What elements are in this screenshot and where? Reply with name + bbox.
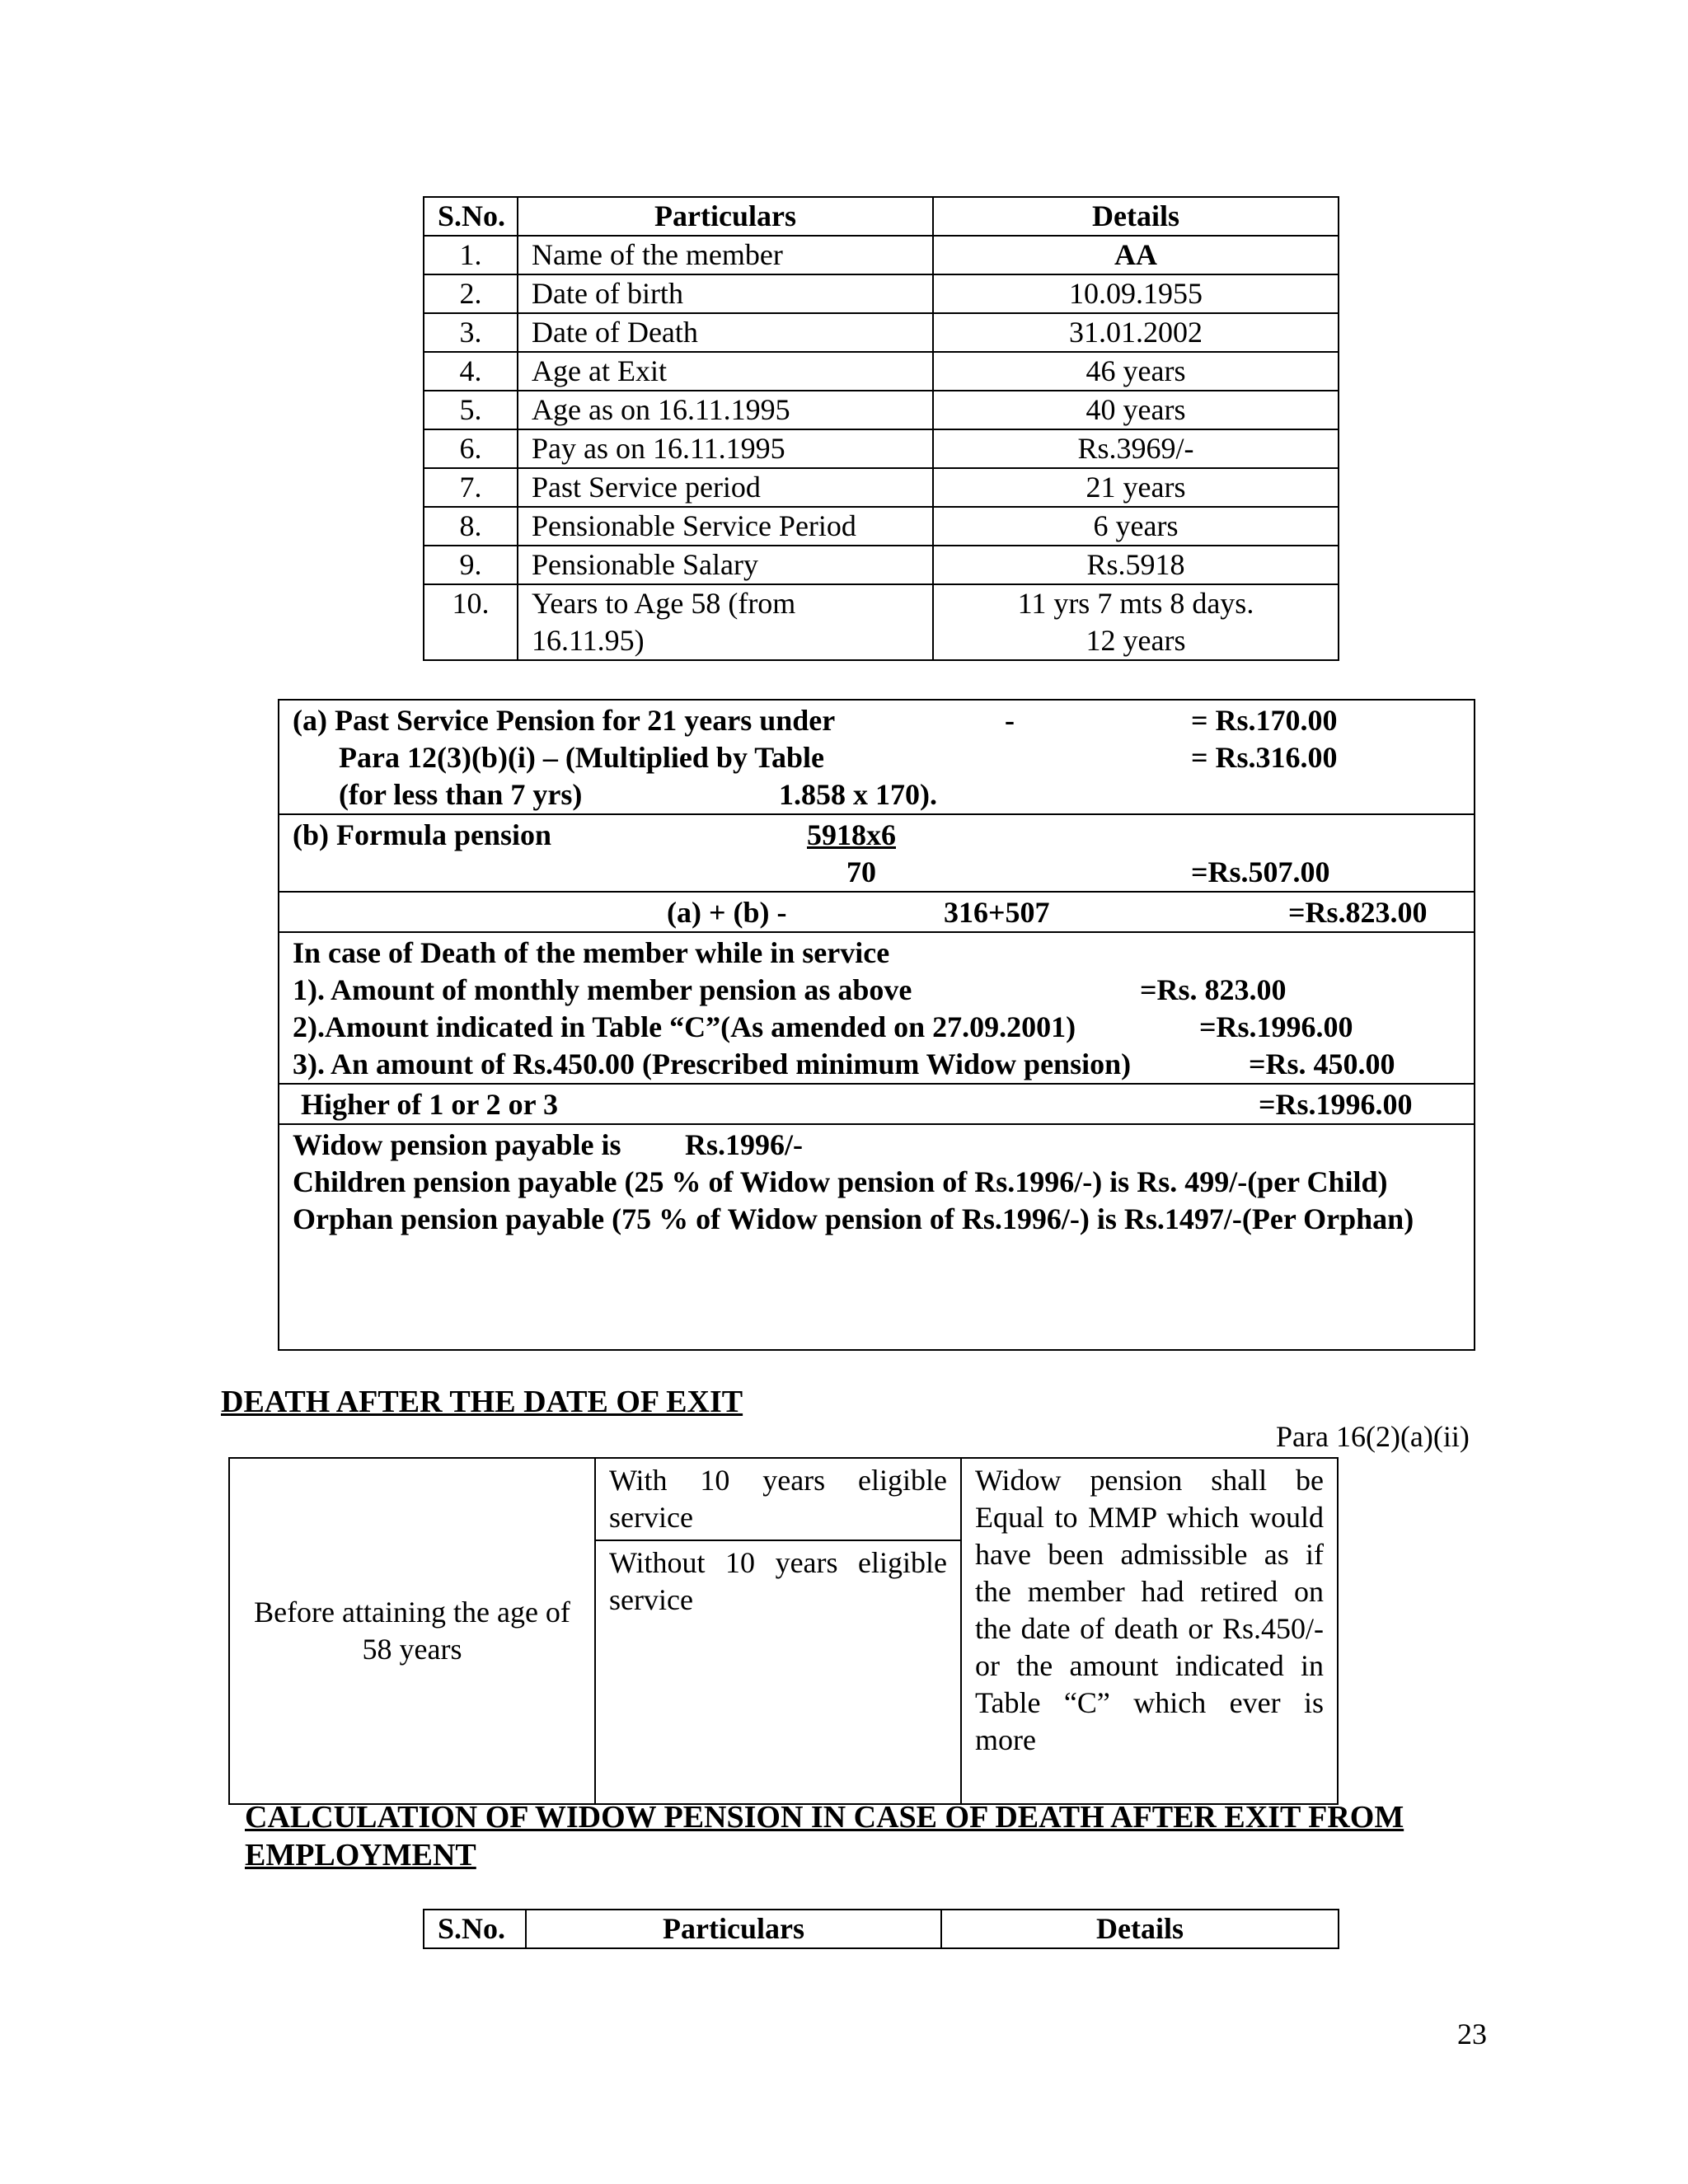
dash: -	[1005, 704, 1015, 737]
table-row	[424, 352, 1339, 391]
details-header: Details	[941, 1910, 1339, 1948]
sno-header: S.No.	[424, 197, 518, 236]
calc-line	[293, 1046, 1461, 1083]
death-after-exit-heading: DEATH AFTER THE DATE OF EXIT	[221, 1385, 743, 1419]
calc-line	[293, 776, 1461, 813]
sno-cell: 8.	[424, 507, 518, 546]
sno-cell: 10.	[424, 584, 518, 660]
item2-value: =Rs.1996.00	[1199, 1010, 1353, 1043]
calc-line	[293, 1086, 1461, 1123]
para-reference: Para 16(2)(a)(ii)	[1276, 1420, 1470, 1453]
sno-cell: 6.	[424, 429, 518, 468]
sum-section	[279, 892, 1475, 932]
calc-line	[293, 702, 1461, 739]
table-row	[424, 429, 1339, 468]
sum-expression: 316+507	[944, 896, 1050, 929]
table-row	[424, 468, 1339, 507]
table-row	[229, 1458, 1338, 1540]
particulars-header: Particulars	[526, 1910, 941, 1948]
table-row	[424, 584, 1339, 660]
sum-value: =Rs.823.00	[1288, 896, 1428, 929]
particulars-cell: Age at Exit	[518, 352, 933, 391]
widow-pension-value: Rs.1996/-	[685, 1128, 803, 1161]
less-than-note: (for less than 7 yrs)	[339, 778, 583, 811]
formula-pension-cell	[279, 814, 1475, 892]
past-service-cell	[279, 700, 1475, 814]
calc-line	[293, 817, 1461, 854]
calc-line	[293, 894, 1461, 931]
table-row	[424, 313, 1339, 352]
table-row	[424, 546, 1339, 584]
past-service-value: = Rs.170.00	[1191, 704, 1338, 737]
bottom-details-table	[423, 1909, 1339, 1949]
item2-label: 2).Amount indicated in Table “C”(As amended on 27.09.2001)	[293, 1010, 1076, 1043]
details-line: 12 years	[1085, 624, 1186, 657]
particulars-cell: Pensionable Service Period	[518, 507, 933, 546]
sno-cell: 3.	[424, 313, 518, 352]
table-row	[424, 391, 1339, 429]
particulars-line: 16.11.95)	[532, 624, 645, 657]
sno-cell: 1.	[424, 236, 518, 274]
particulars-header: Particulars	[518, 197, 933, 236]
details-cell: 31.01.2002	[933, 313, 1339, 352]
particulars-cell: Name of the member	[518, 236, 933, 274]
details-cell: Rs.5918	[933, 546, 1339, 584]
details-header: Details	[933, 197, 1339, 236]
member-details-table	[423, 196, 1339, 661]
multiplication-expression: 1.858 x 170).	[779, 778, 937, 811]
page-number: 23	[1457, 2018, 1487, 2050]
payable-section	[279, 1124, 1475, 1350]
particulars-line: Years to Age 58 (from	[532, 587, 796, 620]
sno-cell: 9.	[424, 546, 518, 584]
details-cell: 6 years	[933, 507, 1339, 546]
details-cell: Rs.3969/-	[933, 429, 1339, 468]
item3-value: =Rs. 450.00	[1249, 1047, 1395, 1080]
death-in-service-title: In case of Death of the member while in service	[293, 936, 890, 969]
details-cell: 46 years	[933, 352, 1339, 391]
table-row	[424, 236, 1339, 274]
multiplied-value: = Rs.316.00	[1191, 741, 1338, 774]
particulars-cell: Date of Death	[518, 313, 933, 352]
particulars-cell	[518, 584, 933, 660]
children-pension-text: Children pension payable (25 % of Widow pension of Rs.1996/-) is Rs. 499/-(per Child)	[293, 1165, 1388, 1198]
sno-cell: 4.	[424, 352, 518, 391]
particulars-cell: Past Service period	[518, 468, 933, 507]
para-reference: Para 12(3)(b)(i) – (Multiplied by Table	[339, 741, 825, 774]
death-in-service-cell	[279, 932, 1475, 1084]
calc-line	[293, 1009, 1461, 1046]
formula-pension-section	[279, 814, 1475, 892]
table-header-row	[424, 1910, 1339, 1948]
higher-value: =Rs.1996.00	[1259, 1088, 1413, 1121]
sum-cell	[279, 892, 1475, 932]
details-cell: AA	[933, 236, 1339, 274]
particulars-cell: Date of birth	[518, 274, 933, 313]
particulars-cell: Age as on 16.11.1995	[518, 391, 933, 429]
details-cell: 10.09.1955	[933, 274, 1339, 313]
calculation-heading: CALCULATION OF WIDOW PENSION IN CASE OF DEATH AFTER EXIT FROM EMPLOYMENT	[245, 1800, 1404, 1872]
item1-label: 1). Amount of monthly member pension as above	[293, 973, 912, 1006]
details-cell: 21 years	[933, 468, 1339, 507]
item3-label: 3). An amount of Rs.450.00 (Prescribed minimum Widow pension)	[293, 1047, 1132, 1080]
particulars-cell: Pay as on 16.11.1995	[518, 429, 933, 468]
sno-header: S.No.	[424, 1910, 526, 1948]
higher-section	[279, 1084, 1475, 1124]
particulars-cell: Pensionable Salary	[518, 546, 933, 584]
death-after-exit-table	[228, 1457, 1339, 1805]
formula-pension-value: =Rs.507.00	[1191, 855, 1330, 888]
details-cell	[933, 584, 1339, 660]
details-line: 11 yrs 7 mts 8 days.	[1017, 587, 1254, 620]
table-row	[424, 274, 1339, 313]
death-in-service-section	[279, 932, 1475, 1084]
with-10-years-cell: With 10 years eligible service	[595, 1458, 961, 1540]
details-cell: 40 years	[933, 391, 1339, 429]
pension-calculation-box	[278, 699, 1475, 1351]
past-service-label: (a) Past Service Pension for 21 years under	[293, 704, 836, 737]
widow-pension-label: Widow pension payable is	[293, 1128, 621, 1161]
formula-denominator: 70	[846, 855, 876, 888]
sno-cell: 5.	[424, 391, 518, 429]
calc-line	[293, 739, 1461, 776]
calc-line	[293, 854, 1461, 891]
item1-value: =Rs. 823.00	[1140, 973, 1287, 1006]
without-10-years-cell: Without 10 years eligible service	[595, 1540, 961, 1804]
payable-cell	[279, 1124, 1475, 1350]
table-row	[424, 507, 1339, 546]
higher-cell	[279, 1084, 1475, 1124]
sno-cell: 2.	[424, 274, 518, 313]
calc-line	[293, 972, 1461, 1009]
calc-line	[293, 1127, 1461, 1164]
higher-label: Higher of 1 or 2 or 3	[301, 1088, 558, 1121]
widow-rule-cell: Widow pension shall be Equal to MMP which would have been admissible as if the member had retired on the date of death or Rs.450/- or the amount indicated in Table “C” which ever is more	[961, 1458, 1338, 1804]
sno-cell: 7.	[424, 468, 518, 507]
past-service-section	[279, 700, 1475, 814]
sum-label: (a) + (b) -	[667, 896, 787, 929]
table-header-row	[424, 197, 1339, 236]
formula-pension-label: (b) Formula pension	[293, 818, 552, 851]
calc-line	[293, 935, 1461, 972]
formula-numerator: 5918x6	[807, 818, 896, 851]
orphan-pension-text: Orphan pension payable (75 % of Widow pension of Rs.1996/-) is Rs.1497/-(Per Orphan)	[293, 1202, 1414, 1235]
before-age-cell: Before attaining the age of 58 years	[229, 1458, 595, 1804]
